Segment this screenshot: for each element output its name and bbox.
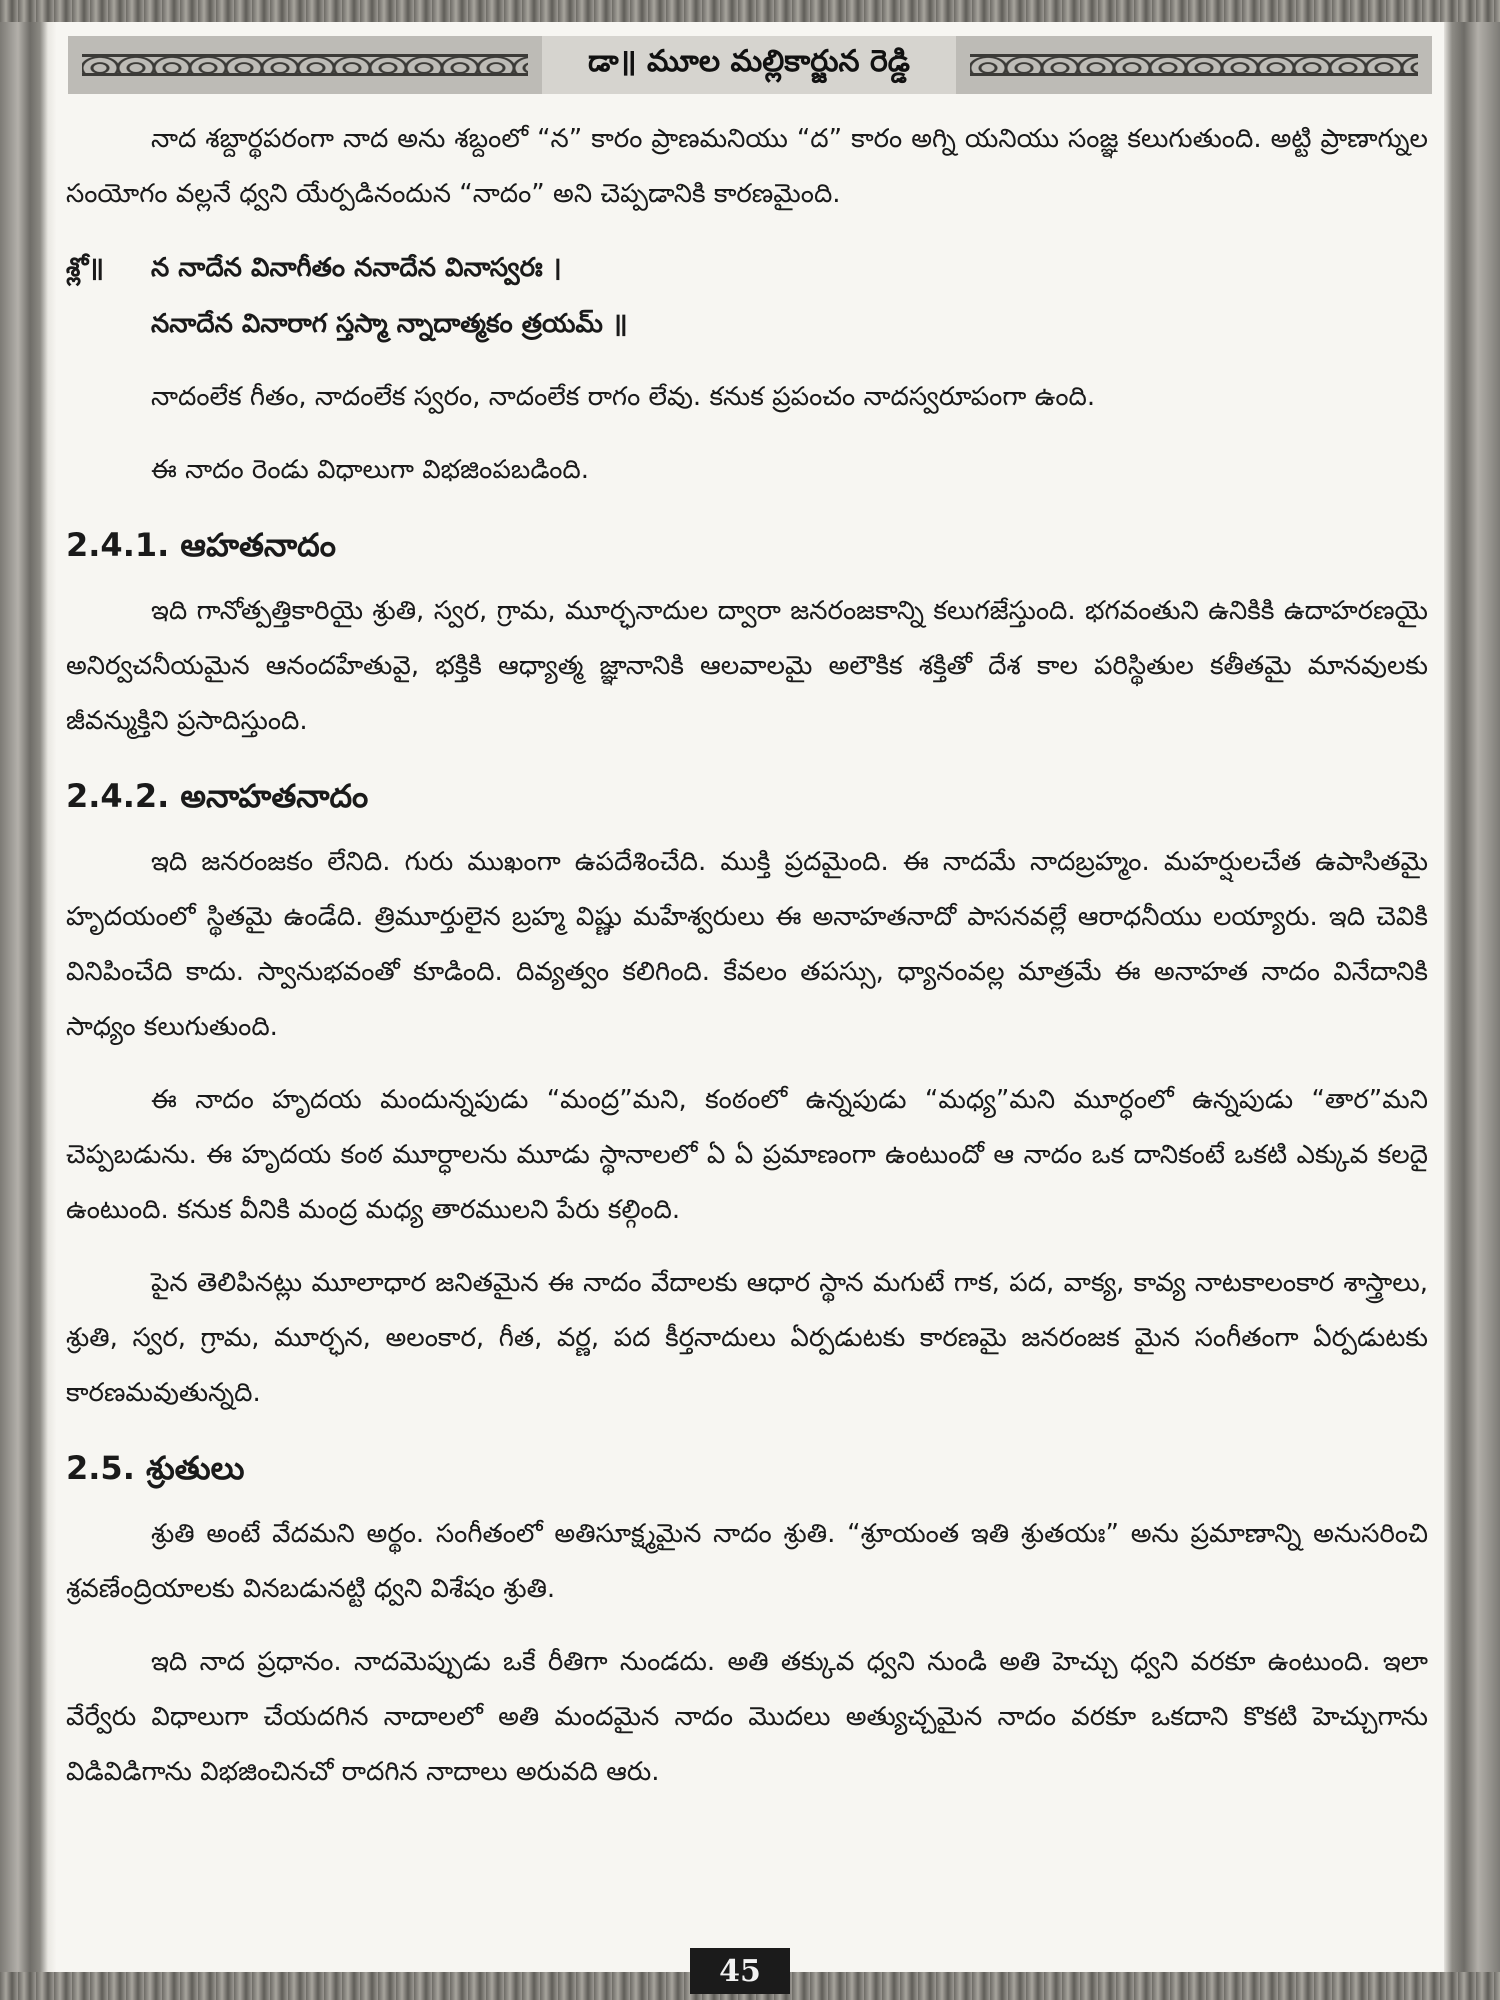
main-text <box>66 112 1428 1818</box>
sloka-label: శ్లో॥ <box>66 253 104 283</box>
section-heading-shrutulu: 2.5. శ్రుతులు <box>66 1449 245 1487</box>
paragraph-nada-division: ఈ నాదం రెండు విధాలుగా విభజింపబడింది. <box>151 455 590 485</box>
paragraph-nada-meaning: నాద శబ్దార్థపరంగా నాద అను శబ్దంలో “న” కారం ప్రాణమనియు “ద” కారం అగ్ని యనియు సంజ్ఞ కలుగుతుంది. అట్టి ప్రాణాగ్నుల సంయోగం వల్లనే ధ్వని యేర్పడినందున “నాదం” అని చెప్పడానికి కారణమైంది. <box>66 124 1428 209</box>
running-header <box>68 30 1432 92</box>
header-author-title: డా॥ మూల మల్లికార్జున రెడ్డి <box>542 36 956 94</box>
paragraph-muladhara: పైన తెలిపినట్లు మూలాధార జనితమైన ఈ నాదం వేదాలకు ఆధార స్థాన మగుటే గాక, పద, వాక్య, కావ్య నాటకాలంకార శాస్త్రాలు, శ్రుతి, స్వర, గ్రామ, మూర్ఛన, అలంకార, గీత, వర్ణ, పద కీర్తనాదులు ఏర్పడుటకు కారణమై జనరంజక మైన సంగీతంగా ఏర్పడుటకు కారణమవుతున్నది. <box>66 1268 1428 1408</box>
section-heading-ahata: 2.4.1. ఆహతనాదం <box>66 526 336 564</box>
chain-ornament <box>82 54 528 76</box>
sloka-verse <box>66 240 1428 352</box>
page-body <box>56 22 1444 1972</box>
chain-ornament <box>970 54 1418 76</box>
section-heading-anahata: 2.4.2. అనాహతనాదం <box>66 777 369 815</box>
top-border-ornament <box>0 0 1500 22</box>
paragraph-anahata: ఇది జనరంజకం లేనిది. గురు ముఖంగా ఉపదేశించేది. ముక్తి ప్రదమైంది. ఈ నాదమే నాదబ్రహ్మం. మహర్షులచేత ఉపాసితమై హృదయంలో స్థితమై ఉండేది. త్రిమూర్తులైన బ్రహ్మ విష్ణు మహేశ్వరులు ఈ అనాహతనాదో పాసనవల్లే ఆరాధనీయు లయ్యారు. ఇది చెవికి వినిపించేది కాదు. స్వానుభవంతో కూడింది. దివ్యత్వం కలిగింది. కేవలం తపస్సు, ధ్యానంవల్ల మాత్రమే ఈ అనాహత నాదం వినేదానికి సాధ్యం కలుగుతుంది. <box>66 847 1428 1042</box>
page-number: 45 <box>690 1948 790 1994</box>
paragraph-nada-world: నాదంలేక గీతం, నాదంలేక స్వరం, నాదంలేక రాగం లేవు. కనుక ప్రపంచం నాదస్వరూపంగా ఉంది. <box>151 382 1096 412</box>
header-ornament-left <box>68 36 542 94</box>
paragraph-ahata: ఇది గానోత్పత్తికారియై శ్రుతి, స్వర, గ్రామ, మూర్ఛనాదుల ద్వారా జనరంజకాన్ని కలుగజేస్తుంది. భగవంతుని ఉనికికి ఉదాహరణయై అనిర్వచనీయమైన ఆనందహేతువై, భక్తికి ఆధ్యాత్మ జ్ఞానానికి ఆలవాలమై అలౌకిక శక్తితో దేశ కాల పరిస్థితుల కతీతమై మానవులకు జీవన్ముక్తిని ప్రసాదిస్తుంది. <box>66 596 1428 736</box>
paragraph-shruti-meaning: శ్రుతి అంటే వేదమని అర్థం. సంగీతంలో అతిసూక్ష్మమైన నాదం శ్రుతి. “శ్రూయంత ఇతి శ్రుతయః” అను ప్రమాణాన్ని అనుసరించి శ్రవణేంద్రియాలకు వినబడునట్టి ధ్వని విశేషం శ్రుతి. <box>66 1519 1428 1604</box>
sloka-line: ననాదేన వినారాగ స్తస్మా న్నాదాత్మకం త్రయమ్ ॥ <box>151 309 628 339</box>
sloka-line: న నాదేన వినాగీతం ననాదేన వినాస్వరః । <box>151 253 562 283</box>
header-ornament-right <box>956 36 1432 94</box>
paragraph-shruti-count: ఇది నాద ప్రధానం. నాదమెప్పుడు ఒకే రీతిగా నుండదు. అతి తక్కువ ధ్వని నుండి అతి హెచ్చు ధ్వని వరకూ ఉంటుంది. ఇలా వేర్వేరు విధాలుగా చేయదగిన నాదాలలో అతి మందమైన నాదం మొదలు అత్యుచ్చమైన నాదం వరకూ ఒకదాని కొకటి హెచ్చుగాను విడివిడిగాను విభజించినచో రాదగిన నాదాలు అరువది ఆరు. <box>66 1647 1428 1787</box>
paragraph-mandra-madhya-tara: ఈ నాదం హృదయ మందున్నపుడు “మంద్ర”మని, కంఠంలో ఉన్నపుడు “మధ్య”మని మూర్ధంలో ఉన్నపుడు “తార”మని చెప్పబడును. ఈ హృదయ కంఠ మూర్ధాలను మూడు స్థానాలలో ఏ ఏ ప్రమాణంగా ఉంటుందో ఆ నాదం ఒక దానికంటే ఒకటి ఎక్కువ కలదై ఉంటుంది. కనుక వీనికి మంద్ర మధ్య తారములని పేరు కల్గింది. <box>66 1085 1428 1225</box>
